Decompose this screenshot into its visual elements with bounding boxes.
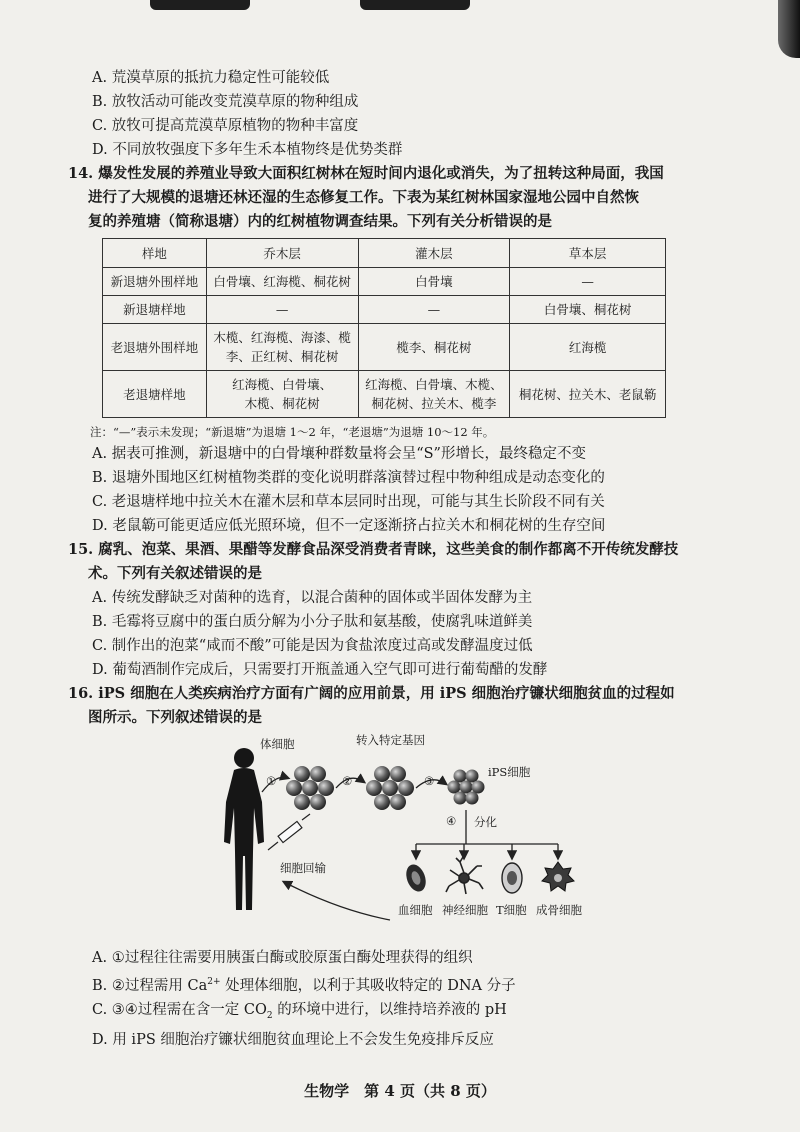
label-step-1: ① (266, 774, 277, 788)
table-header-tree-layer: 乔木层 (206, 239, 358, 268)
q14-option-a: A. 据表可推测，新退塘中的白骨壤种群数量将会呈“S”形增长，最终稳定不变 (92, 446, 586, 462)
q16-stem-line-1: 16. iPS 细胞在人类疾病治疗方面有广阔的应用前景，用 iPS 细胞治疗镰状细胞贫血的过程如 (68, 685, 675, 702)
table-cell: 白骨壤 (358, 268, 510, 296)
q14-option-c: C. 老退塘样地中拉关木在灌木层和草本层同时出现，可能与其生长阶段不同有关 (92, 494, 605, 510)
table-cell: 红海榄、白骨壤、木榄、 桐花树、拉关木、榄李 (358, 371, 510, 418)
table-cell: — (510, 268, 666, 296)
q15-option-d: D. 葡萄酒制作完成后，只需要打开瓶盖通入空气即可进行葡萄醋的发酵 (92, 662, 548, 678)
q14-stem-line-3: 复的养殖塘（简称退塘）内的红树植物调查结果。下列有关分析错误的是 (88, 213, 552, 230)
human-silhouette-icon (224, 748, 264, 910)
blood-cell-icon (403, 862, 429, 894)
q14-stem-line-2: 进行了大规模的退塘还林还湿的生态修复工作。下表为某红树林国家湿地公园中自然恢 (88, 189, 639, 206)
table-header-site: 样地 (103, 239, 207, 268)
table-cell: 红海榄 (510, 324, 666, 371)
scan-shadow-corner (778, 0, 800, 58)
label-transfer-gene: 转入特定基因 (356, 733, 425, 747)
ips-cell-cluster-icon (448, 770, 485, 805)
table-cell: — (206, 296, 358, 324)
label-somatic-cell: 体细胞 (260, 737, 295, 751)
table-header-herb-layer: 草本层 (510, 239, 666, 268)
label-ips-cell: iPS细胞 (488, 765, 531, 779)
q14-stem-line-1: 14. 爆发性发展的养殖业导致大面积红树林在短时间内退化或消失，为了扭转这种局面，我国 (68, 165, 664, 182)
scan-shadow-left (150, 0, 250, 10)
table-cell: 老退塘外围样地 (103, 324, 207, 371)
q16-option-c-sub: 2 (266, 1010, 273, 1021)
table-row (103, 324, 666, 371)
label-step-2: ② (342, 774, 353, 788)
q16-option-b (68, 970, 740, 998)
q15-option-b: B. 毛霉将豆腐中的蛋白质分解为小分子肽和氨基酸，使腐乳味道鲜美 (92, 614, 533, 630)
q13-option-b: B. 放牧活动可能改变荒漠草原的物种组成 (92, 94, 359, 110)
q16-option-c-pre: C. ③④过程需在含一定 CO (92, 1001, 267, 1018)
table-cell: 新退塘样地 (103, 296, 207, 324)
q14-option-d: D. 老鼠簕可能更适应低光照环境，但不一定逐渐挤占拉关木和桐花树的生存空间 (92, 518, 606, 534)
table-footnote: 注：“—”表示未发现；“新退塘”为退塘 1～2 年，“老退塘”为退塘 10～12 年。 (90, 425, 495, 439)
q16-option-c (68, 998, 740, 1028)
label-differentiate: 分化 (474, 815, 497, 829)
table-cell: 榄李、桐花树 (358, 324, 510, 371)
syringe-icon (268, 814, 310, 850)
q16-option-d: D. 用 iPS 细胞治疗镰状细胞贫血理论上不会发生免疫排斥反应 (92, 1031, 494, 1048)
transfected-cell-cluster-icon (366, 766, 414, 810)
label-reinfuse: 细胞回输 (280, 861, 326, 875)
q13-option-c: C. 放牧可提高荒漠草原植物的物种丰富度 (92, 118, 359, 134)
reinfusion-arrow (284, 882, 390, 920)
label-osteoblast: 成骨细胞 (536, 903, 582, 917)
table-cell: 白骨壤、桐花树 (510, 296, 666, 324)
q15-option-a: A. 传统发酵缺乏对菌种的选育，以混合菌种的固体或半固体发酵为主 (92, 590, 533, 606)
osteoblast-icon (542, 862, 574, 891)
q16-option-c-post: 的环境中进行，以维持培养液的 pH (272, 1001, 507, 1018)
label-nerve-cell: 神经细胞 (442, 903, 488, 917)
scan-shadow-center (360, 0, 470, 10)
mangrove-survey-table (102, 238, 666, 418)
label-blood-cell: 血细胞 (398, 903, 433, 917)
nerve-cell-icon (446, 857, 483, 894)
q16-option-b-pre: B. ②过程需用 Ca (92, 977, 208, 994)
table-cell: — (358, 296, 510, 324)
question-16 (68, 682, 740, 1052)
question-14 (68, 162, 740, 538)
table-cell: 木榄、红海榄、海漆、榄 李、正红树、桐花树 (206, 324, 358, 371)
table-cell: 老退塘样地 (103, 371, 207, 418)
q15-option-c: C. 制作出的泡菜“咸而不酸”可能是因为食盐浓度过高或发酵温度过低 (92, 638, 533, 654)
ips-therapy-diagram (220, 732, 640, 942)
question-13-options (68, 66, 740, 162)
q15-stem-line-1: 15. 腐乳、泡菜、果酒、果醋等发酵食品深受消费者青睐，这些美食的制作都离不开传统发酵技 (68, 541, 679, 558)
q16-stem-line-2: 图所示。下列叙述错误的是 (88, 709, 262, 726)
q13-option-d: D. 不同放牧强度下多年生禾本植物终是优势类群 (92, 142, 403, 158)
table-header-row (103, 239, 666, 268)
label-t-cell: T细胞 (496, 903, 527, 917)
table-row (103, 371, 666, 418)
label-step-3: ③ (424, 774, 435, 788)
label-step-4: ④ (446, 814, 457, 828)
t-cell-icon (502, 863, 522, 893)
somatic-cell-cluster-icon (286, 766, 334, 810)
table-header-shrub-layer: 灌木层 (358, 239, 510, 268)
q16-option-b-sup: 2+ (207, 977, 221, 987)
q13-option-a: A. 荒漠草原的抵抗力稳定性可能较低 (92, 70, 330, 86)
table-row (103, 268, 666, 296)
table-cell: 红海榄、白骨壤、 木榄、桐花树 (206, 371, 358, 418)
q16-option-a: A. ①过程往往需要用胰蛋白酶或胶原蛋白酶处理获得的组织 (92, 950, 473, 966)
page-footer: 生物学 第 4 页（共 8 页） (304, 1082, 496, 1100)
q14-option-b: B. 退塘外围地区红树植物类群的变化说明群落演替过程中物种组成是动态变化的 (92, 470, 605, 486)
table-cell: 桐花树、拉关木、老鼠簕 (510, 371, 666, 418)
table-cell: 白骨壤、红海榄、桐花树 (206, 268, 358, 296)
table-cell: 新退塘外围样地 (103, 268, 207, 296)
table-row (103, 296, 666, 324)
question-15 (68, 538, 740, 682)
page-content (68, 66, 740, 1052)
q16-option-b-post: 处理体细胞，以利于其吸收特定的 DNA 分子 (220, 977, 516, 994)
q15-stem-line-2: 术。下列有关叙述错误的是 (88, 565, 262, 582)
